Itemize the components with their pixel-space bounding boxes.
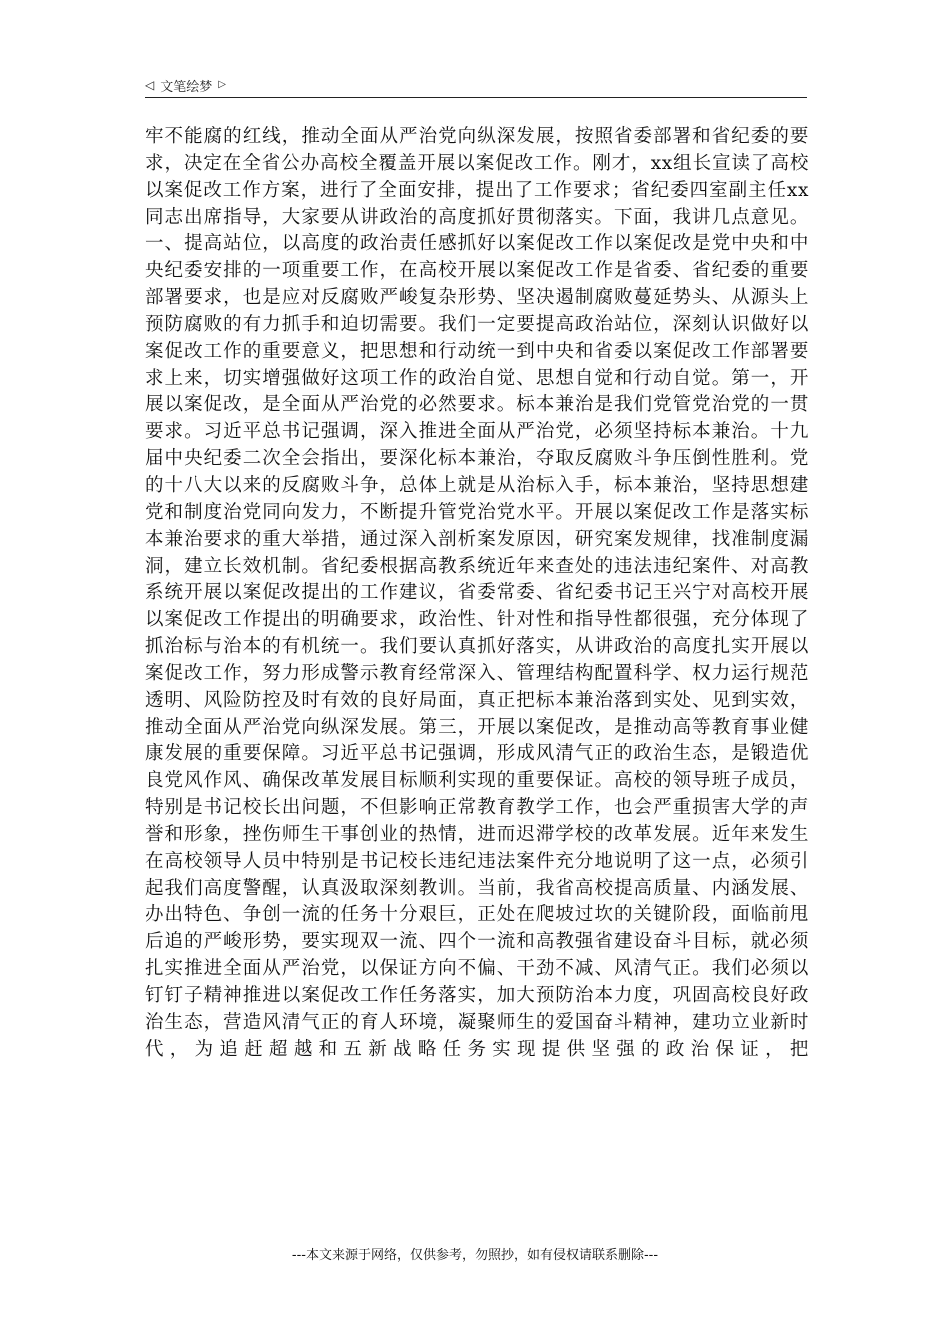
page-header: [145, 74, 807, 96]
body-paragraph: 牢不能腐的红线，推动全面从严治党向纵深发展，按照省委部署和省纪委的要求，决定在全省公办高校全覆盖开展以案促改工作。刚才，xx组长宣读了高校以案促改工作方案，进行了全面安排，提出了工作要求；省纪委四室副主任xx同志出席指导，大家要从讲政治的高度抓好贯彻落实。下面，我讲几点意见。一、提高站位，以高度的政治责任感抓好以案促改工作以案促改是党中央和中央纪委安排的一项重要工作，在高校开展以案促改工作是省委、省纪委的重要部署要求，也是应对反腐败严峻复杂形势、坚决遏制腐败蔓延势头、从源头上预防腐败的有力抓手和迫切需要。我们一定要提高政治站位，深刻认识做好以案促改工作的重要意义，把思想和行动统一到中央和省委以案促改工作部署要求上来，切实增强做好这项工作的政治自觉、思想自觉和行动自觉。第一，开展以案促改，是全面从严治党的必然要求。标本兼治是我们党管党治党的一贯要求。习近平总书记强调，深入推进全面从严治党，必须坚持标本兼治。十九届中央纪委二次全会指出，要深化标本兼治，夺取反腐败斗争压倒性胜利。党的十八大以来的反腐败斗争，总体上就是从治标入手，标本兼治，坚持思想建党和制度治党同向发力，不断提升管党治党水平。开展以案促改工作是落实标本兼治要求的重大举措，通过深入剖析案发原因，研究案发规律，找准制度漏洞，建立长效机制。省纪委根据高教系统近年来查处的违法违纪案件、对高教系统开展以案促改提出的工作建议，省委常委、省纪委书记王兴宁对高校开展以案促改工作提出的明确要求，政治性、针对性和指导性都很强，充分体现了抓治标与治本的有机统一。我们要认真抓好落实，从讲政治的高度扎实开展以案促改工作，努力形成警示教育经常深入、管理结构配置科学、权力运行规范透明、风险防控及时有效的良好局面，真正把标本兼治落到实处、见到实效，推动全面从严治党向纵深发展。第三，开展以案促改，是推动高等教育事业健康发展的重要保障。习近平总书记强调，形成风清气正的政治生态，是锻造优良党风作风、确保改革发展目标顺利实现的重要保证。高校的领导班子成员，特别是书记校长出问题，不但影响正常教育教学工作，也会严重损害大学的声誉和形象，挫伤师生干事创业的热情，进而迟滞学校的改革发展。近年来发生在高校领导人员中特别是书记校长违纪违法案件充分地说明了这一点，必须引起我们高度警醒，认真汲取深刻教训。当前，我省高校提高质量、内涵发展、办出特色、争创一流的任务十分艰巨，正处在爬坡过坎的关键阶段，面临前甩后追的严峻形势，要实现双一流、四个一流和高教强省建设奋斗目标，就必须扎实推进全面从严治党，以保证方向不偏、干劲不减、风清气正。我们必须以钉钉子精神推进以案促改工作任务落实，加大预防治本力度，巩固高校良好政治生态，营造风清气正的育人环境，凝聚师生的爱国奋斗精神，建功立业新时代，为追赶超越和五新战略任务实现提供坚强的政治保证，把: [145, 126, 809, 1060]
header-title: 文笔绘梦: [160, 79, 213, 95]
header-divider: [145, 97, 807, 98]
triangle-left-icon: ◁: [145, 78, 155, 92]
triangle-right-icon: ▷: [218, 79, 226, 90]
footer-disclaimer: ---本文来源于网络，仅供参考，勿照抄，如有侵权请联系删除---: [291, 1248, 659, 1263]
